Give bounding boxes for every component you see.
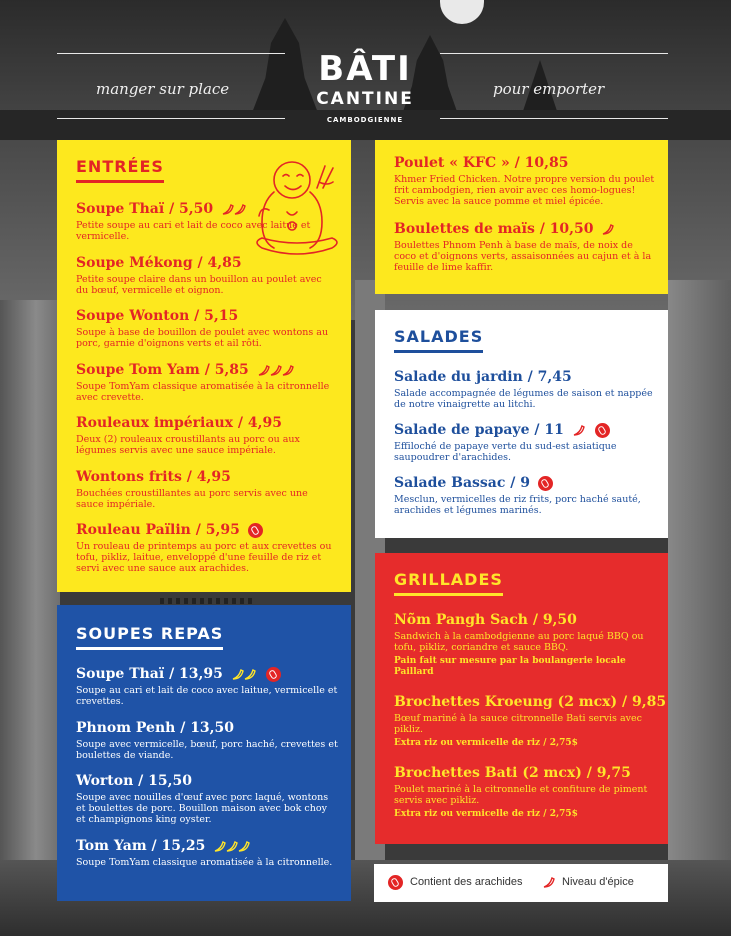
takeout-tagline: pour emporter [493,80,605,98]
menu-item [394,368,656,410]
photo-strip-left [0,300,60,936]
brand-tagline: CAMBODGIENNE [326,116,404,124]
brand-name: BÂTI [318,49,412,89]
item-price: / 5,15 [194,308,239,324]
entrees-panel [57,140,351,592]
salades-title-text: SALADES [394,327,484,346]
chili-pepper-icon [600,222,616,236]
menu-item [76,837,338,868]
grillades-panel [375,553,668,844]
item-price: / 4,95 [237,415,282,431]
item-name: Soupe Thaï [76,201,165,217]
item-price: / 7,45 [527,369,572,385]
item-description: Soupe au cari et lait de coco avec laitue, vermicelle et crevettes. [76,685,338,707]
item-note: Extra riz ou vermicelle de riz / 2,75$ [394,738,578,748]
item-price: / 4,95 [186,469,231,485]
chili-pepper-icon [541,875,557,889]
item-name: Soupe Wonton [76,308,190,324]
item-name: Tom Yam [76,838,147,854]
item-description: Soupe à base de bouillon de poulet avec wontons au porc, garnie d'oignons verts et ail rôti. [76,327,329,349]
item-description: Soupe TomYam classique aromatisée à la citronnelle avec crevette. [76,381,330,403]
menu-item [394,764,656,820]
spice-legend-label: Niveau d'épice [562,876,634,888]
chili-pepper-icon [571,423,587,437]
item-price: / 11 [534,422,564,438]
chili-pepper-icon [256,363,296,377]
item-description: Bouchées croustillantes au porc servis avec une sauce impériale. [76,488,308,510]
menu-item [394,154,656,207]
title-underline [394,593,503,596]
item-price: / 4,85 [197,255,242,271]
menu-item [76,254,336,296]
item-description: Un rouleau de printemps au porc et aux crevettes ou tofu, pikliz, laitue, enveloppé d'une feuille de riz et servi avec une sauce aux arachides. [76,541,332,574]
item-description: Sandwich à la cambodgienne au porc laqué BBQ ou tofu, pikliz, coriandre et sauce BBQ. [394,631,644,653]
item-name: Nõm Pangh Sach [394,612,528,628]
grillades-title-text: GRILLADES [394,570,503,589]
item-price: / 9,85 [622,694,667,710]
soupes-repas-panel [57,605,351,901]
item-description: Boulettes Phnom Penh à base de maïs, de noix de coco et d'oignons verts, assaisonnées au cajun et à la feuille de lime kaffir. [394,240,652,273]
peanut-icon [595,423,610,438]
item-name: Worton [76,773,134,789]
item-description: Mesclun, vermicelles de riz frits, porc haché sauté, arachides et légumes marinés. [394,494,641,516]
item-name: Boulettes de maïs [394,221,535,237]
item-note: Pain fait sur mesure par la boulangerie locale Paillard [394,656,626,677]
salades-title [394,327,483,346]
item-price: / 13,50 [180,720,235,736]
peanut-icon [248,523,263,538]
item-price: / 13,95 [169,666,223,682]
peanut-icon [388,875,403,890]
menu-item [394,421,656,463]
salades-panel [375,310,668,538]
item-name: Phnom Penh [76,720,176,736]
menu-item [76,200,336,242]
soupes-title-text: SOUPES REPAS [76,624,224,643]
item-name: Salade de papaye [394,422,530,438]
item-name: Poulet « KFC » [394,155,510,171]
header-rule-left-bottom [57,118,285,119]
photo-strip-right [668,280,731,936]
title-underline [394,350,483,353]
item-price: / 9 [510,475,531,491]
menu-item [394,474,656,516]
entrees-title [76,157,164,176]
item-price: / 10,50 [539,221,594,237]
menu-item [76,665,338,707]
item-name: Rouleau Païlin [76,522,191,538]
item-description: Soupe TomYam classique aromatisée à la citronnelle. [76,857,333,868]
item-name: Brochettes Kroeung (2 mcx) [394,694,618,710]
item-price: / 5,85 [204,362,249,378]
item-name: Salade du jardin [394,369,523,385]
item-name: Soupe Tom Yam [76,362,200,378]
header-rule-left-top [57,53,285,54]
peanut-icon [538,476,553,491]
item-description: Poulet mariné à la citronnelle et confiture de piment servis avec pikliz. [394,784,648,806]
menu-item [76,521,338,574]
menu-item [76,468,336,510]
chili-pepper-icon [230,667,258,681]
item-price: / 10,85 [514,155,569,171]
item-description: Soupe avec vermicelle, bœuf, porc haché, crevettes et boulettes de viande. [76,739,338,761]
menu-item [76,414,336,456]
item-name: Brochettes Bati (2 mcx) [394,765,582,781]
item-name: Wontons frits [76,469,182,485]
item-note: Extra riz ou vermicelle de riz / 2,75$ [394,809,578,819]
menu-item [394,693,667,749]
item-description: Salade accompagnée de légumes de saison et nappée de notre vinaigrette au litchi. [394,388,653,410]
menu-item [394,220,656,273]
chili-pepper-icon [212,839,252,853]
dine-in-tagline: manger sur place [96,80,230,98]
decorative-stripes [160,598,255,604]
item-price: / 9,75 [586,765,631,781]
item-price: / 15,25 [151,838,206,854]
menu-item [394,611,656,678]
entrees-right-panel [375,140,668,294]
menu-item [76,361,336,403]
item-name: Soupe Mékong [76,255,193,271]
brand-sub: CANTINE [316,89,414,109]
item-description: Bœuf mariné à la sauce citronnelle Bati servis avec pikliz. [394,713,642,735]
menu-item [76,307,336,349]
item-description: Petite soupe au cari et lait de coco avec laitue et vermicelle. [76,220,311,242]
title-underline [76,180,164,183]
menu-item [76,719,338,761]
item-description: Petite soupe claire dans un bouillon au poulet avec du bœuf, vermicelle et oignon. [76,274,322,296]
item-name: Rouleaux impériaux [76,415,233,431]
header-rule-right-top [440,53,668,54]
entrees-title-text: ENTRÉES [76,157,164,176]
item-price: / 15,50 [138,773,192,789]
chili-pepper-icon [220,202,248,216]
grillades-title [394,570,503,589]
item-description: Soupe avec nouilles d'œuf avec porc laqué, wontons et boulettes de porc. Bouillon maison avec bok choy et champignons king oyster. [76,792,329,825]
item-price: / 5,95 [195,522,240,538]
peanut-legend-label: Contient des arachides [410,876,523,888]
item-price: / 9,50 [532,612,577,628]
soupes-title [76,624,223,643]
item-name: Soupe Thaï [76,666,165,682]
legend-box [374,864,668,902]
peanut-icon [266,667,281,682]
menu-item [76,772,338,825]
item-name: Salade Bassac [394,475,506,491]
brand-logo [300,50,430,124]
item-description: Effiloché de papaye verte du sud-est asiatique saupoudrer d'arachides. [394,441,617,463]
item-description: Deux (2) rouleaux croustillants au porc ou aux légumes servis avec une sauce impériale. [76,434,300,456]
item-price: / 5,50 [169,201,214,217]
item-description: Khmer Fried Chicken. Notre propre version du poulet frit cambodgien, rien avoir avec ces homo-logues! Servis avec la sauce pomme et miel épicée. [394,174,655,207]
title-underline [76,647,223,650]
header-rule-right-bottom [440,118,668,119]
